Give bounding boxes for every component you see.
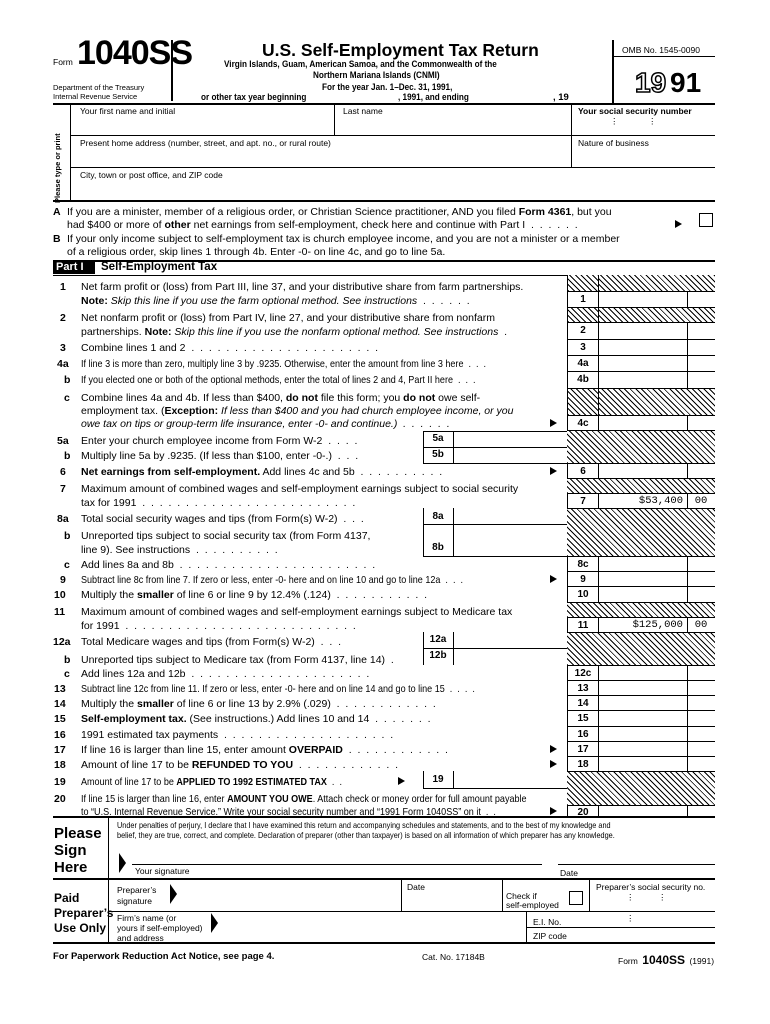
dept-irs: Internal Revenue Service [53, 92, 138, 101]
arrow-icon [550, 760, 557, 768]
line-1-amount[interactable] [599, 292, 715, 307]
line-10-amount[interactable] [599, 587, 715, 602]
please-label: Please [54, 825, 102, 842]
line-17-number: 17 [54, 744, 66, 756]
box-8c: 8c [577, 559, 589, 570]
line-2-amount[interactable] [599, 323, 715, 338]
line-16-number: 16 [54, 729, 66, 741]
firm-name-field[interactable] [222, 912, 522, 942]
box-12b: 12b [429, 650, 447, 661]
catalog-number: Cat. No. 17184B [422, 952, 485, 962]
line-14-number: 14 [54, 698, 66, 710]
line-7-dollars: $53,400 [638, 495, 683, 507]
firm-label-3: and address [117, 933, 164, 943]
year-19: 19 [635, 67, 667, 98]
last-name-field[interactable] [335, 117, 570, 134]
ssn-separator: ⋮ [626, 892, 635, 902]
box-18: 18 [577, 759, 589, 770]
footer-form-id: Form 1040SS (1991) [618, 953, 715, 967]
line-5b-text: Multiply line 5a by .9235. (If less than $100, enter -0-.) . . . [81, 450, 359, 462]
box-9: 9 [580, 574, 586, 585]
box-5b: 5b [432, 449, 444, 460]
line-8b-text-1: Unreported tips subject to social security tax (from Form 4137, [81, 530, 371, 542]
question-a-letter: A [53, 206, 61, 218]
box-19: 19 [432, 774, 444, 785]
line-3-text: Combine lines 1 and 2 . . . . . . . . . . . . . . . . . . . . . . [81, 342, 379, 354]
line-3-amount[interactable] [599, 340, 715, 355]
line-4a-text: If line 3 is more than zero, multiply line 3 by .9235. Otherwise, enter the amount from line 3 here . . . [81, 358, 487, 370]
check-if-label: Check if [506, 891, 537, 901]
part-1-title: Self-Employment Tax [101, 261, 218, 273]
line-7-cents: 00 [694, 495, 708, 507]
line-6-number: 6 [60, 466, 66, 478]
box-11: 11 [577, 620, 589, 631]
firm-label-2: yours if self-employed) [117, 923, 203, 933]
line-15-amount[interactable] [599, 711, 715, 726]
preparer-date-label: Date [407, 882, 425, 892]
line-11-number: 11 [54, 606, 66, 618]
question-b-text-1: If your only income subject to self-employment tax is church employee income, and you are not a minister or a member [67, 233, 620, 245]
line-12c-amount[interactable] [599, 666, 715, 680]
line-5a-text: Enter your church employee income from Form W-2 . . . . [81, 435, 358, 447]
arrow-icon [398, 777, 405, 785]
line-16-text: 1991 estimated tax payments . . . . . . . . . . . . . . . . . . . . [81, 729, 394, 741]
line-9-amount[interactable] [599, 572, 715, 586]
ssn-field[interactable] [572, 117, 715, 135]
line-4c-text-3: owe tax on tips or group-term life insurance, enter -0- and continue.) . . . . . . [81, 418, 450, 430]
ssn-separator: ⋮ [648, 116, 657, 126]
ssn-separator: ⋮ [610, 116, 619, 126]
line-12c-number: c [64, 668, 70, 680]
sign-date-field[interactable] [558, 845, 715, 864]
line-5a-amount[interactable] [454, 432, 566, 447]
line-8c-number: c [64, 559, 70, 571]
line-12a-text: Total Medicare wages and tips (from Form(s) W-2) . . . [81, 636, 342, 648]
ein-label: E.I. No. [533, 917, 562, 927]
line-18-number: 18 [54, 759, 66, 771]
minister-checkbox[interactable] [699, 213, 713, 227]
tax-period-begin: or other tax year beginning [201, 92, 307, 103]
line-15-number: 15 [54, 713, 66, 725]
perjury-text-1: Under penalties of perjury, I declare that I have examined this return and accompanying schedules and statements, and to the best of my knowledge and [117, 820, 611, 830]
line-4a-number: 4a [57, 358, 69, 370]
business-field[interactable] [572, 149, 715, 167]
line-12b-number: b [64, 654, 71, 666]
box-3: 3 [580, 342, 586, 353]
form-subtitle-1: Virgin Islands, Guam, American Samoa, and the Commonwealth of the [224, 59, 497, 70]
zip-code-label: ZIP code [533, 931, 567, 941]
line-1-number: 1 [60, 281, 66, 293]
ein-field[interactable] [575, 912, 715, 926]
first-name-field[interactable] [71, 117, 333, 134]
arrow-icon [550, 745, 557, 753]
box-8b: 8b [432, 542, 444, 553]
last-name-label: Last name [343, 106, 383, 116]
preparer-ssn-field[interactable] [590, 893, 715, 910]
line-4c-text-1: Combine lines 4a and 4b. If less than $400, do not file this form; you do not owe self- [81, 392, 481, 404]
arrow-icon [550, 419, 557, 427]
line-11-dollars: $125,000 [632, 619, 683, 631]
question-b-text-2: of a religious order, skip lines 1 through 4b. Enter -0- on line 4c, and go to line 5a. [67, 246, 446, 258]
preparers-label: Preparer’s [54, 906, 114, 920]
self-employed-label: self-employed [506, 900, 559, 910]
box-4b: 4b [577, 374, 589, 385]
line-20-text-1: If line 15 is larger than line 16, enter AMOUNT YOU OWE. Attach check or money order for full amount payable [81, 793, 527, 805]
line-11-cents: 00 [694, 619, 708, 631]
line-17-amount[interactable] [599, 742, 715, 756]
box-12a: 12a [429, 634, 447, 645]
arrow-icon [550, 575, 557, 583]
line-5b-amount[interactable] [454, 448, 566, 463]
line-7-text-2: tax for 1991 . . . . . . . . . . . . . . . . . . . . . . . . . [81, 497, 356, 509]
box-1: 1 [580, 294, 586, 305]
box-6: 6 [580, 466, 586, 477]
line-9-number: 9 [60, 574, 66, 586]
ein-separator: ⋮ [626, 913, 635, 923]
arrow-icon [675, 220, 682, 228]
line-5a-number: 5a [57, 435, 69, 447]
box-10: 10 [577, 589, 589, 600]
type-or-print-label: Please type or print [53, 133, 62, 203]
preparer-sig-label-2: signature [117, 896, 152, 906]
form-word: Form [53, 57, 73, 67]
box-12c: 12c [574, 668, 592, 679]
preparer-date-field[interactable] [402, 893, 502, 910]
line-7-text-1: Maximum amount of combined wages and self-employment earnings subject to social security [81, 483, 519, 495]
line-14-amount[interactable] [599, 696, 715, 710]
paid-label: Paid [54, 891, 80, 905]
part-1-tag: Part I [53, 261, 95, 274]
your-signature-label: Your signature [135, 866, 190, 876]
line-20-amount[interactable] [599, 806, 715, 816]
line-10-number: 10 [54, 589, 66, 601]
box-13: 13 [577, 683, 589, 694]
line-1-text-2: Note: Skip this line if you use the farm optional method. See instructions . . . . . . [81, 295, 470, 307]
tax-period-19: , 19 [553, 92, 569, 103]
line-4b-amount[interactable] [599, 372, 715, 387]
line-5b-number: b [64, 450, 71, 462]
city-label: City, town or post office, and ZIP code [80, 170, 223, 180]
box-17: 17 [577, 744, 589, 755]
line-4a-amount[interactable] [599, 356, 715, 371]
omb-number: OMB No. 1545-0090 [622, 45, 700, 55]
tax-period-line-1: For the year Jan. 1–Dec. 31, 1991, [322, 82, 453, 93]
ssn-separator: ⋮ [658, 892, 667, 902]
business-label: Nature of business [578, 138, 649, 148]
line-6-text: Net earnings from self-employment. Add lines 4c and 5b . . . . . . . . . . [81, 466, 443, 478]
box-16: 16 [577, 729, 589, 740]
line-12b-text: Unreported tips subject to Medicare tax (from Form 4137, line 14) . [81, 654, 394, 666]
line-8c-text: Add lines 8a and 8b . . . . . . . . . . . . . . . . . . . . . . . [81, 559, 376, 571]
line-20-text-2: to “U.S. Internal Revenue Service.” Write your social security number and “1991 Form 1040SS” on it . . [81, 806, 496, 818]
form-subtitle-2: Northern Mariana Islands (CNMI) [313, 70, 440, 81]
paperwork-notice: For Paperwork Reduction Act Notice, see page 4. [53, 951, 275, 962]
sign-date-label: Date [560, 868, 578, 878]
preparer-ssn-label: Preparer’s social security no. [596, 882, 706, 892]
line-8b-text-2: line 9). See instructions . . . . . . . . . . [81, 544, 278, 556]
box-4c: 4c [577, 418, 589, 429]
line-12c-text: Add lines 12a and 12b . . . . . . . . . . . . . . . . . . . . . [81, 668, 370, 680]
line-6-amount[interactable] [599, 464, 715, 478]
dept-treasury: Department of the Treasury [53, 83, 145, 92]
line-3-number: 3 [60, 342, 66, 354]
firm-label-1: Firm’s name (or [117, 913, 177, 923]
line-1-text-1: Net farm profit or (loss) from Part III, line 37, and your distributive share from farm partnerships. [81, 281, 524, 293]
here-label: Here [54, 859, 88, 876]
line-2-text-2: partnerships. Note: Skip this line if you use the nonfarm optional method. See instructions . [81, 326, 508, 338]
line-8a-amount[interactable] [454, 509, 566, 524]
line-19-text: Amount of line 17 to be APPLIED TO 1992 ESTIMATED TAX . . [81, 776, 342, 788]
line-8b-number: b [64, 530, 71, 542]
line-15-text: Self-employment tax. (See instructions.) Add lines 10 and 14 . . . . . . . [81, 713, 431, 725]
line-4c-amount[interactable] [599, 416, 715, 430]
preparer-signature-field[interactable] [180, 880, 400, 910]
line-12a-number: 12a [53, 636, 71, 648]
preparer-sig-label-1: Preparer’s [117, 885, 157, 895]
line-17-text: If line 16 is larger than line 15, enter amount OVERPAID . . . . . . . . . . . . [81, 744, 448, 756]
zip-code-field[interactable] [578, 928, 715, 942]
line-20-number: 20 [54, 793, 66, 805]
line-8c-amount[interactable] [599, 557, 715, 571]
year-91: 91 [670, 67, 702, 98]
question-a-text-1: If you are a minister, member of a religious order, or Christian Science practitioner, AND you filed Form 4361, but you [67, 206, 612, 218]
box-5a: 5a [432, 433, 444, 444]
line-8a-text: Total social security wages and tips (from Form(s) W-2) . . . [81, 513, 364, 525]
line-19-amount[interactable] [454, 772, 566, 788]
city-field[interactable] [71, 181, 715, 199]
use-only-label: Use Only [54, 921, 107, 935]
line-19-number: 19 [54, 776, 66, 788]
line-14-text: Multiply the smaller of line 6 or line 13 by 2.9% (.029) . . . . . . . . . . . . [81, 698, 436, 710]
sign-label: Sign [54, 842, 87, 859]
line-11-text-2: for 1991 . . . . . . . . . . . . . . . . . . . . . . . . . . . [81, 620, 356, 632]
box-15: 15 [577, 713, 589, 724]
tax-period-end: , 1991, and ending [398, 92, 469, 103]
line-11-text-1: Maximum amount of combined wages and self-employment earnings subject to Medicare tax [81, 606, 513, 618]
line-9-text: Subtract line 8c from line 7. If zero or less, enter -0- here and on line 10 and go to line 12a . . . [81, 574, 464, 586]
arrow-icon [550, 467, 557, 475]
line-18-amount[interactable] [599, 757, 715, 771]
first-name-label: Your first name and initial [80, 106, 176, 116]
question-a-text-2: had $400 or more of other net earnings from self-employment, check here and continue with Part I . . . . . . [67, 219, 578, 231]
line-16-amount[interactable] [599, 727, 715, 741]
form-number: 1040SS [77, 34, 192, 72]
form-title: U.S. Self-Employment Tax Return [262, 40, 539, 60]
line-13-amount[interactable] [599, 681, 715, 695]
line-8b-amount[interactable] [454, 540, 566, 556]
box-20: 20 [577, 807, 589, 818]
line-10-text: Multiply the smaller of line 6 or line 9 by 12.4% (.124) . . . . . . . . . . . [81, 589, 428, 601]
line-4b-text: If you elected one or both of the optional methods, enter the total of lines 2 and 4, Part II here . . . [81, 374, 476, 386]
line-13-text: Subtract line 12c from line 11. If zero or less, enter -0- here and on line 14 and go to line 15 . . . . [81, 683, 475, 695]
line-12a-amount[interactable] [454, 633, 566, 648]
arrow-icon [170, 884, 177, 904]
line-7-number: 7 [60, 483, 66, 495]
self-employed-checkbox[interactable] [569, 891, 583, 905]
box-14: 14 [577, 698, 589, 709]
question-b-letter: B [53, 233, 61, 245]
perjury-text-2: belief, they are true, correct, and complete. Declaration of preparer (other than taxpayer) is based on all information of which preparer has any knowledge. [117, 830, 615, 840]
line-8a-number: 8a [57, 513, 69, 525]
arrow-icon [211, 913, 218, 933]
line-12b-amount[interactable] [454, 649, 566, 665]
line-13-number: 13 [54, 683, 66, 695]
address-field[interactable] [71, 149, 570, 167]
line-4b-number: b [64, 374, 71, 386]
line-4c-text-2: employment tax. (Exception: If less than $400 and you had church employee income, or you [81, 405, 514, 417]
ssn-label: Your social security number [578, 106, 692, 116]
line-18-text: Amount of line 17 to be REFUNDED TO YOU . . . . . . . . . . . . [81, 759, 399, 771]
box-2: 2 [580, 325, 586, 336]
box-7: 7 [580, 496, 586, 507]
address-label: Present home address (number, street, and apt. no., or rural route) [80, 138, 331, 148]
line-2-text-1: Net nonfarm profit or (loss) from Part IV, line 27, and your distributive share from nonfarm [81, 312, 495, 324]
arrow-icon [550, 807, 557, 815]
box-4a: 4a [577, 358, 589, 369]
line-2-number: 2 [60, 312, 66, 324]
box-8a: 8a [432, 511, 444, 522]
your-signature-field[interactable] [132, 845, 542, 864]
line-4c-number: c [64, 392, 70, 404]
arrow-icon [119, 853, 126, 873]
